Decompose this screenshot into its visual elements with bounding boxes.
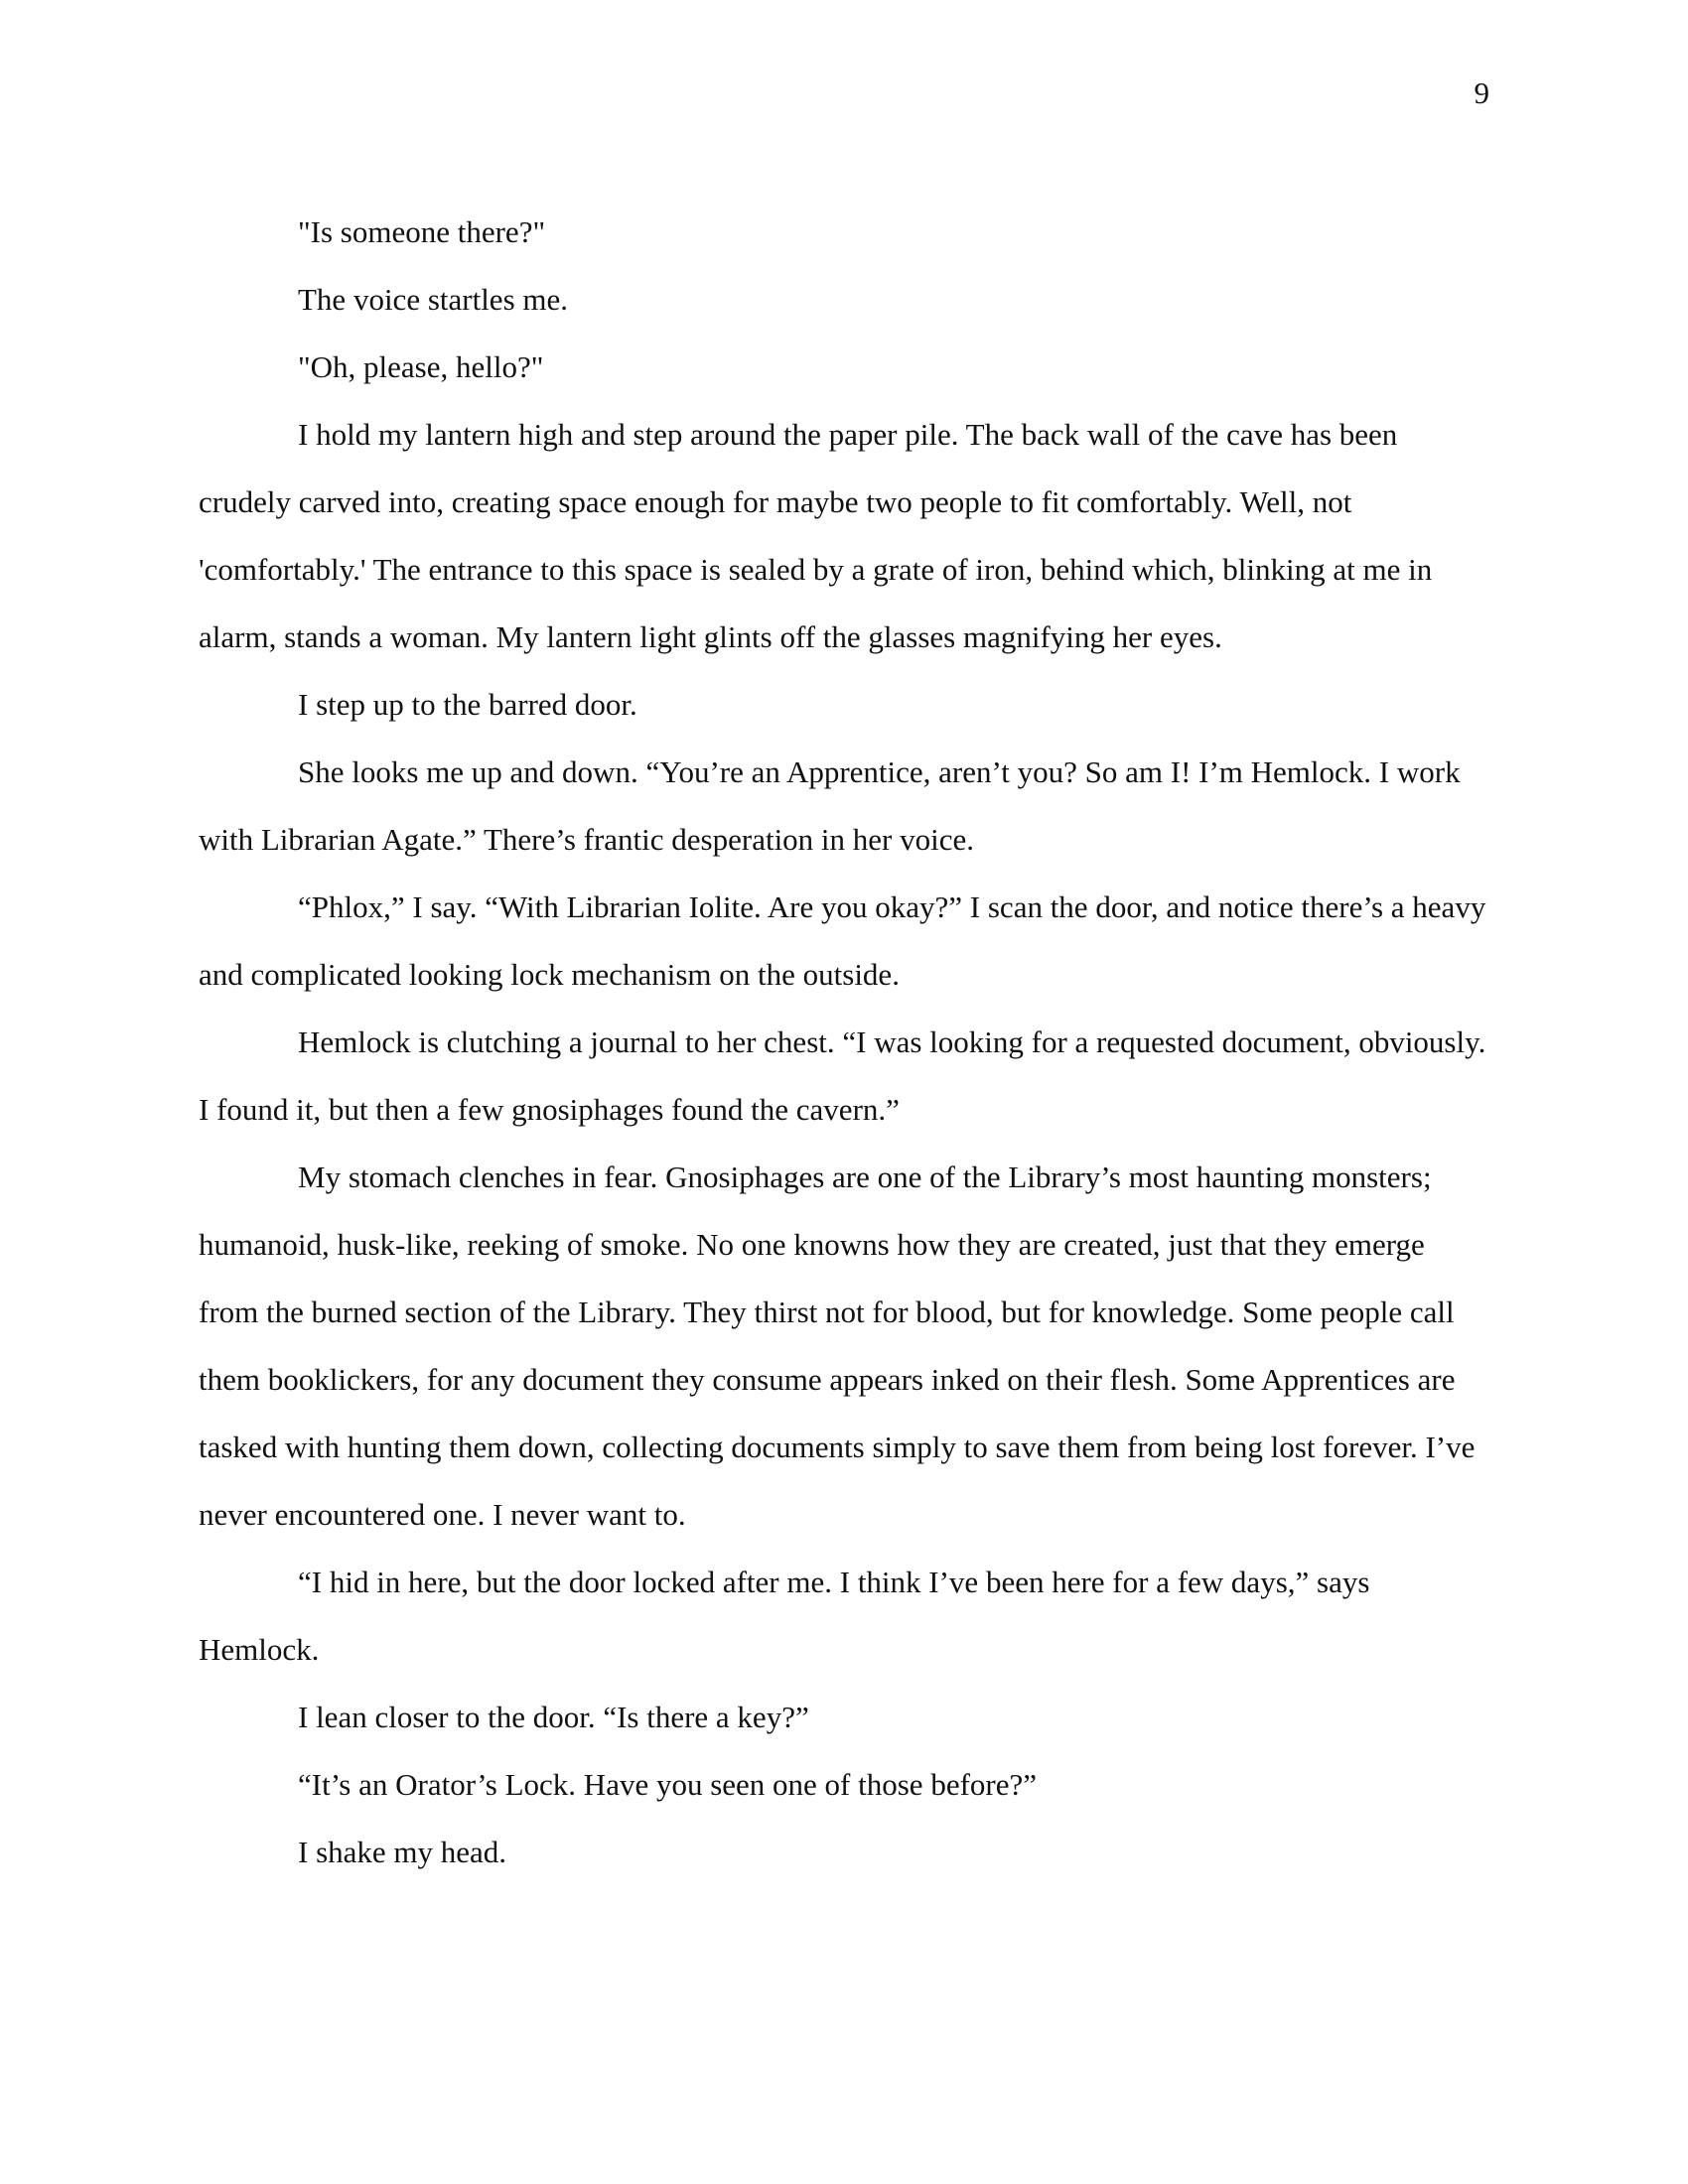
paragraph: "Oh, please, hello?" — [298, 349, 544, 384]
paragraph: I hold my lantern high and step around the paper pile. The back wall of the cave has been crudely carved into, creating space enough for maybe two people to fit comfortably. Well, not 'comfortably.' The entrance to this space is sealed by a grate of iron, behind which, blinking at me in alarm, stands a woman. My lantern light glints off the glasses magnifying her eyes. — [199, 417, 1433, 654]
paragraph: The voice startles me. — [298, 282, 569, 317]
paragraph: I step up to the barred door. — [298, 687, 637, 722]
paragraph: I lean closer to the door. “Is there a key?” — [298, 1700, 809, 1734]
body-text — [199, 199, 1489, 1886]
paragraph: “Phlox,” I say. “With Librarian Iolite. Are you okay?” I scan the door, and notice there’s a heavy and complicated looking lock mechanism on the outside. — [199, 889, 1486, 992]
paragraph: My stomach clenches in fear. Gnosiphages are one of the Library’s most haunting monsters; humanoid, husk-like, reeking of smoke. No one knowns how they are created, just that they emerge from the burned section of the Library. They thirst not for blood, but for knowledge. Some people call them booklickers, for any document they consume appears inked on their flesh. Some Apprentices are tasked with hunting them down, collecting documents simply to save them from being lost forever. I’ve never encountered one. I never want to. — [199, 1160, 1476, 1532]
paragraph: She looks me up and down. “You’re an Apprentice, aren’t you? So am I! I’m Hemlock. I work with Librarian Agate.” There’s frantic desperation in her voice. — [199, 754, 1461, 857]
paragraph: Hemlock is clutching a journal to her chest. “I was looking for a requested document, obviously. I found it, but then a few gnosiphages found the cavern.” — [199, 1024, 1486, 1127]
paragraph: "Is someone there?" — [298, 214, 546, 249]
paragraph: “It’s an Orator’s Lock. Have you seen one of those before?” — [298, 1767, 1037, 1802]
page-number: 9 — [1474, 75, 1489, 110]
paragraph: I shake my head. — [298, 1835, 507, 1869]
paragraph: “I hid in here, but the door locked after me. I think I’ve been here for a few days,” says Hemlock. — [199, 1565, 1370, 1667]
